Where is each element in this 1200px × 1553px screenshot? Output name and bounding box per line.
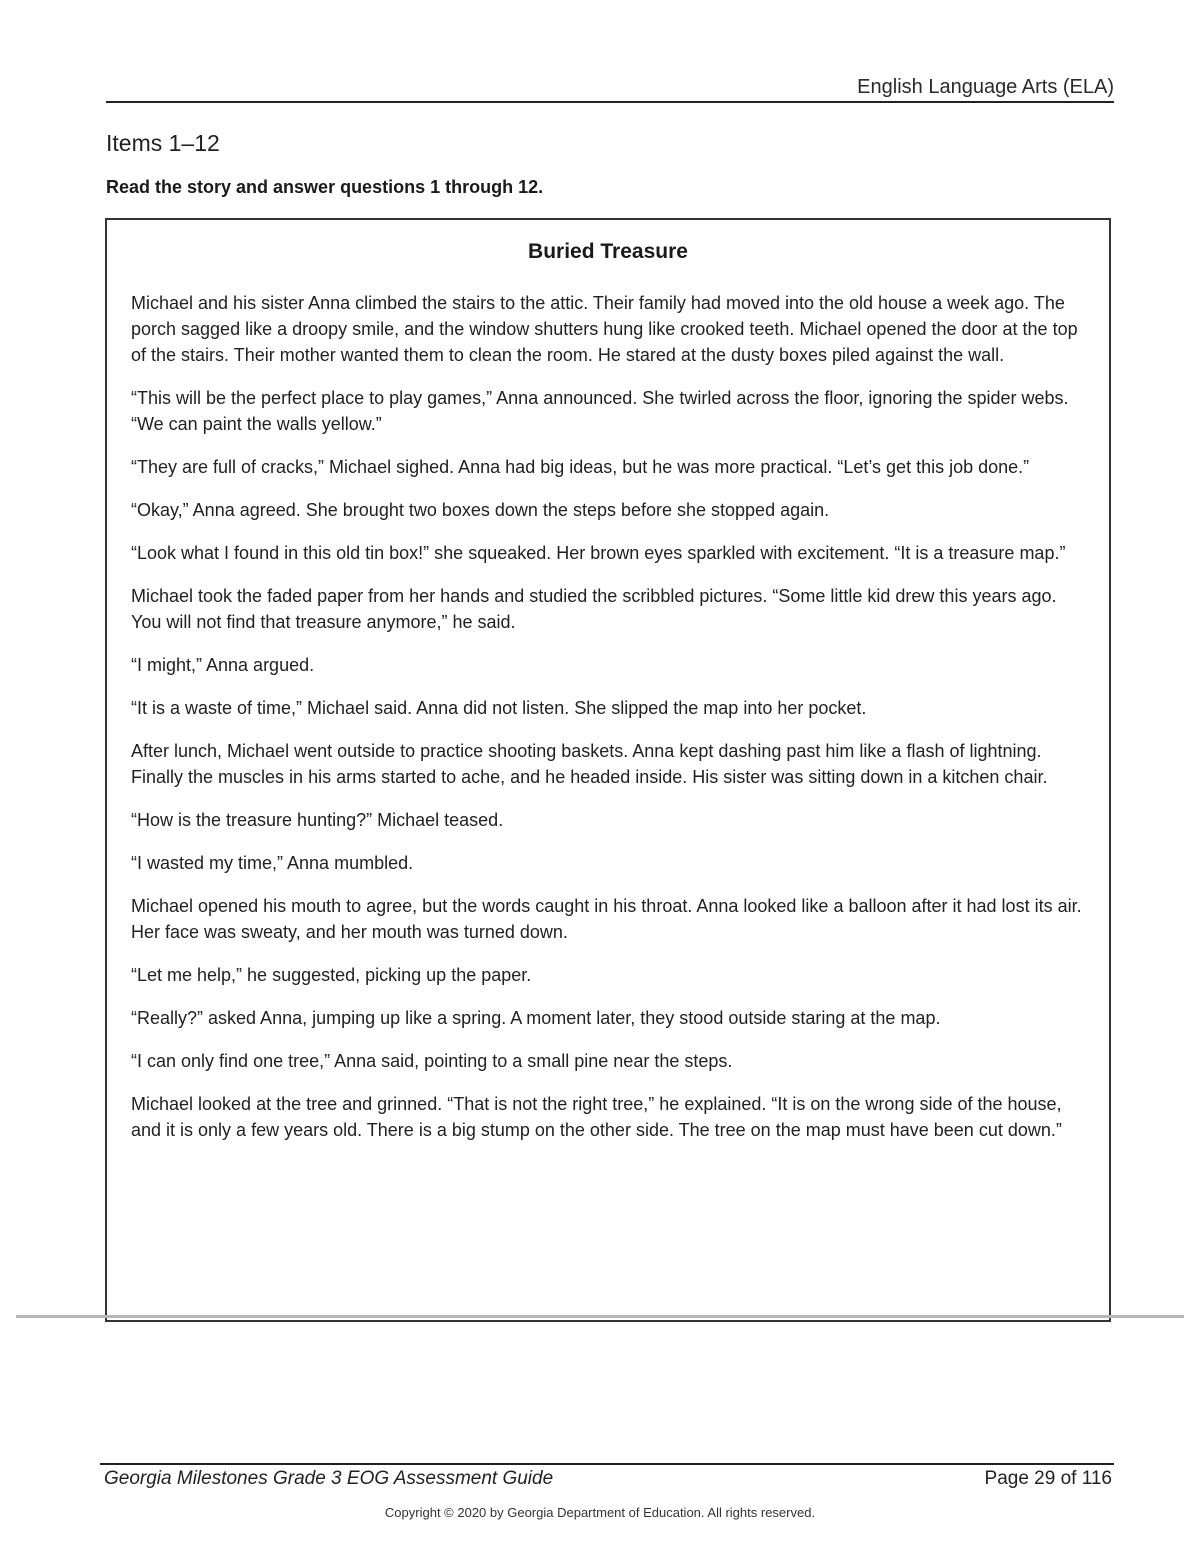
- footer-divider: [100, 1463, 1114, 1465]
- passage-paragraph: Michael took the faded paper from her hands and studied the scribbled pictures. “Some little kid drew this years ago. You will not find that treasure anymore,” he said.: [131, 586, 1057, 632]
- passage-paragraph: “They are full of cracks,” Michael sighed. Anna had big ideas, but he was more practical. “Let’s get this job done.”: [131, 457, 1030, 477]
- footer-guide-title: Georgia Milestones Grade 3 EOG Assessment Guide: [104, 1468, 554, 1489]
- passage-paragraph: Michael looked at the tree and grinned. “That is not the right tree,” he explained. “It is on the wrong side of the house, and it is only a few years old. There is a big stump on the other side. The tree on the map must have been cut down.”: [131, 1094, 1062, 1140]
- passage-paragraph: Michael opened his mouth to agree, but the words caught in his throat. Anna looked like a balloon after it had lost its air. Her face was sweaty, and her mouth was turned down.: [131, 896, 1082, 942]
- passage-paragraph: “Let me help,” he suggested, picking up the paper.: [131, 965, 532, 985]
- instruction-text: Read the story and answer questions 1 through 12.: [106, 177, 544, 197]
- passage-paragraph: “It is a waste of time,” Michael said. Anna did not listen. She slipped the map into her pocket.: [131, 698, 867, 718]
- passage-paragraph: “I wasted my time,” Anna mumbled.: [131, 853, 414, 873]
- scan-artifact-line: [16, 1315, 1184, 1318]
- passage-title: Buried Treasure: [528, 240, 688, 263]
- copyright-notice: Copyright © 2020 by Georgia Department of Education. All rights reserved.: [384, 1505, 816, 1520]
- passage-paragraph: “Okay,” Anna agreed. She brought two boxes down the steps before she stopped again.: [131, 500, 830, 520]
- passage-paragraph: “I might,” Anna argued.: [131, 655, 315, 675]
- header-divider: [106, 101, 1114, 103]
- footer-page-number: Page 29 of 116: [984, 1468, 1112, 1489]
- passage-paragraph: “I can only find one tree,” Anna said, pointing to a small pine near the steps.: [131, 1051, 733, 1071]
- passage-paragraph: “Look what I found in this old tin box!” she squeaked. Her brown eyes sparkled with excitement. “It is a treasure map.”: [131, 543, 1066, 563]
- header-subject: English Language Arts (ELA): [857, 76, 1114, 98]
- passage-paragraph: “This will be the perfect place to play games,” Anna announced. She twirled across the floor, ignoring the spider webs. “We can paint the walls yellow.”: [131, 388, 1069, 434]
- passage-paragraph: Michael and his sister Anna climbed the stairs to the attic. Their family had moved into the old house a week ago. The porch sagged like a droopy smile, and the window shutters hung like crooked teeth. Michael opened the door at the top of the stairs. Their mother wanted them to clean the room. He stared at the dusty boxes piled against the wall.: [131, 293, 1078, 365]
- passage-paragraph: After lunch, Michael went outside to practice shooting baskets. Anna kept dashing past him like a flash of lightning. Finally the muscles in his arms started to ache, and he headed inside. His sister was sitting down in a kitchen chair.: [131, 741, 1048, 787]
- passage-box: [105, 218, 1111, 1322]
- items-heading: Items 1–12: [106, 130, 220, 156]
- passage-paragraph: “Really?” asked Anna, jumping up like a spring. A moment later, they stood outside staring at the map.: [131, 1008, 941, 1028]
- passage-paragraph: “How is the treasure hunting?” Michael teased.: [131, 810, 504, 830]
- passage-body: [131, 290, 1085, 1160]
